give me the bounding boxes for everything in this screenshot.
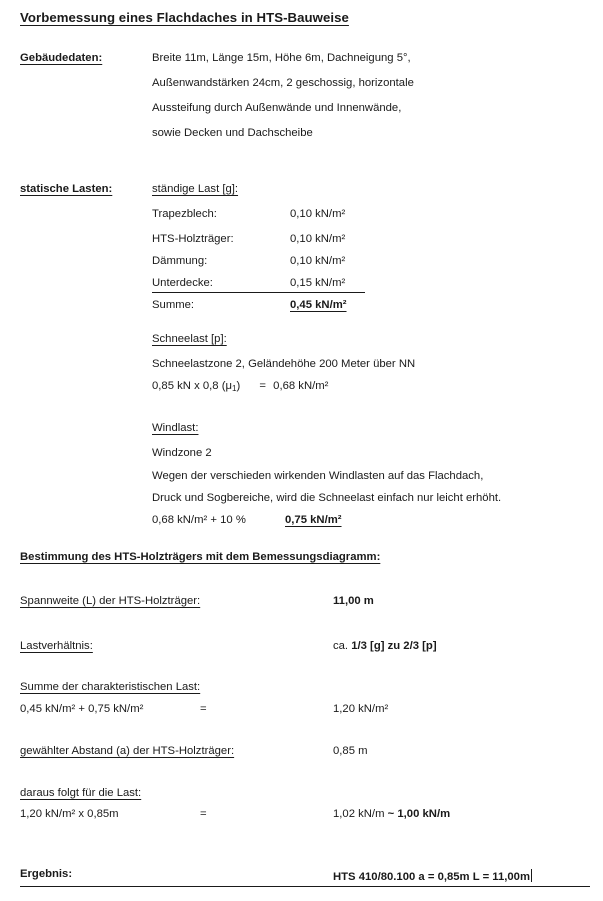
approx-sign: ~ [387, 808, 395, 820]
characteristic-sum-equals: = [200, 703, 207, 715]
span-value: 11,00 m [333, 595, 374, 607]
snow-load-formula-subscript: 1 [231, 383, 237, 393]
dead-load-row-value: 0,15 kN/m² [290, 277, 346, 289]
dead-load-row-value: 0,10 kN/m² [290, 255, 346, 267]
snow-load-formula [152, 381, 328, 392]
text-caret [531, 869, 532, 882]
load-ratio-prefix: ca. [333, 640, 349, 652]
wind-load-calc-left: 0,68 kN/m² + 10 % [152, 514, 246, 526]
dead-load-row-value: 0,10 kN/m² [290, 208, 346, 220]
wind-load-heading: Windlast: [152, 422, 199, 434]
dead-load-total-label: Summe: [152, 299, 195, 311]
dead-load-heading: ständige Last [g]: [152, 183, 239, 195]
dead-load-row-name: Trapezblech: [152, 208, 217, 220]
resulting-load-expression: 1,20 kN/m² x 0,85m [20, 808, 119, 820]
characteristic-sum-label: Summe der charakteristischen Last: [20, 681, 201, 693]
building-data-line-1: Breite 11m, Länge 15m, Höhe 6m, Dachneigung 5°, [152, 52, 411, 64]
result-rule [20, 886, 590, 887]
wind-load-calc-result: 0,75 kN/m² [285, 514, 342, 526]
load-ratio-label: Lastverhältnis: [20, 640, 93, 652]
dead-load-row-value: 0,10 kN/m² [290, 233, 346, 245]
spacing-value: 0,85 m [333, 745, 368, 757]
resulting-load-result: 1,02 kN/m [333, 808, 385, 820]
page-title: Vorbemessung eines Flachdaches in HTS-Bauweise [20, 10, 349, 25]
wind-load-zone: Windzone 2 [152, 447, 212, 459]
snow-load-formula-equals: = [259, 380, 267, 392]
resulting-load-result-group [333, 809, 450, 820]
wind-load-note-line-1: Wegen der verschieden wirkenden Windlasten auf das Flachdach, [152, 470, 484, 482]
span-label: Spannweite (L) der HTS-Holzträger: [20, 595, 201, 607]
dead-load-sum-rule [152, 292, 365, 293]
resulting-load-equals: = [200, 808, 207, 820]
characteristic-sum-expression: 0,45 kN/m² + 0,75 kN/m² [20, 703, 144, 715]
characteristic-sum-result: 1,20 kN/m² [333, 703, 389, 715]
dead-load-row-name: HTS-Holzträger: [152, 233, 234, 245]
building-data-line-4: sowie Decken und Dachscheibe [152, 127, 313, 139]
snow-load-heading: Schneelast [p]: [152, 333, 227, 345]
snow-load-formula-result: 0,68 kN/m² [273, 380, 329, 392]
static-loads-label: statische Lasten: [20, 183, 113, 195]
dead-load-total-value: 0,45 kN/m² [290, 299, 347, 311]
dead-load-row-name: Unterdecke: [152, 277, 213, 289]
load-ratio-figure: 1/3 [g] zu 2/3 [p] [351, 640, 437, 652]
sizing-heading: Bestimmung des HTS-Holzträgers mit dem Bemessungsdiagramm: [20, 551, 381, 563]
resulting-load-label: daraus folgt für die Last: [20, 787, 142, 799]
wind-load-note-line-2: Druck und Sogbereiche, wird die Schneelast einfach nur leicht erhöht. [152, 492, 502, 504]
snow-load-zone-text: Schneelastzone 2, Geländehöhe 200 Meter über NN [152, 358, 416, 370]
snow-load-formula-mid: ) [236, 380, 241, 392]
building-data-label: Gebäudedaten: [20, 52, 103, 64]
spacing-label: gewählter Abstand (a) der HTS-Holzträger: [20, 745, 235, 757]
result-value-group [333, 869, 532, 883]
load-ratio-value [333, 641, 437, 652]
snow-load-formula-left: 0,85 kN x 0,8 (μ [152, 380, 232, 392]
building-data-line-3: Aussteifung durch Außenwände und Innenwände, [152, 102, 402, 114]
result-label: Ergebnis: [20, 868, 73, 880]
result-value: HTS 410/80.100 a = 0,85m L = 11,00m [333, 871, 531, 883]
dead-load-row-name: Dämmung: [152, 255, 208, 267]
building-data-line-2: Außenwandstärken 24cm, 2 geschossig, horizontale [152, 77, 414, 89]
resulting-load-rounded: 1,00 kN/m [397, 808, 451, 820]
